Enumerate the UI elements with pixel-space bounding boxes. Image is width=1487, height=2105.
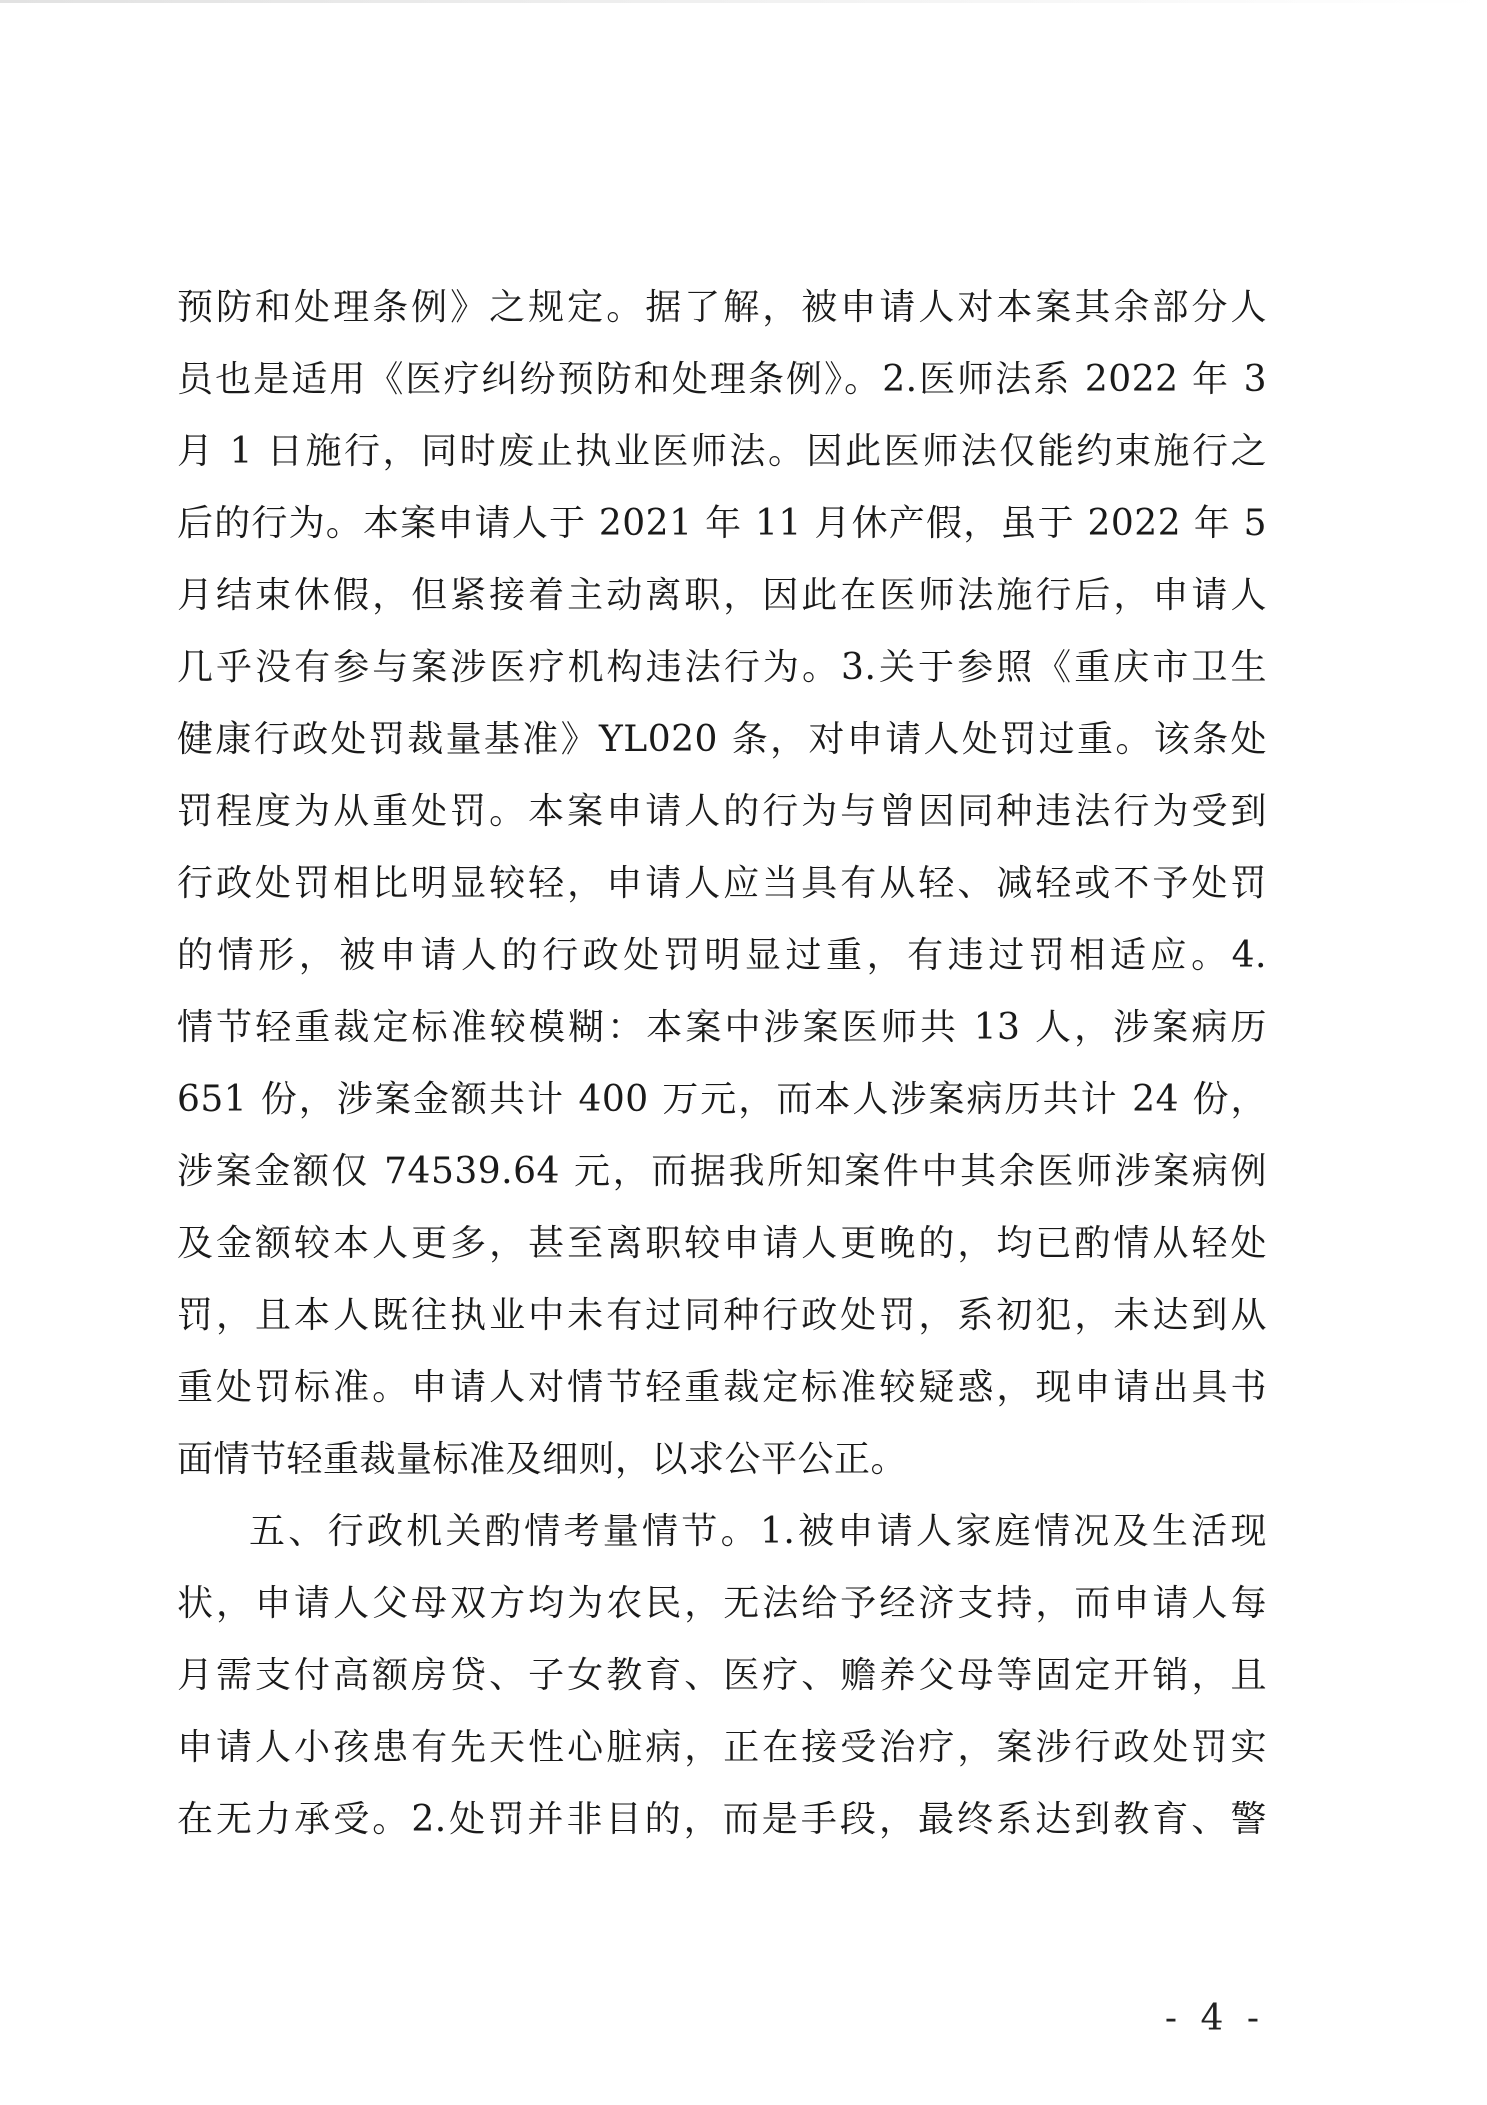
- text-line: 员也是适用《医疗纠纷预防和处理条例》。2.医师法系 2022 年 3: [177, 359, 1267, 400]
- text-line: 后的行为。本案申请人于 2021 年 11 月休产假，虽于 2022 年 5: [177, 503, 1267, 544]
- text-line: 状，申请人父母双方均为农民，无法给予经济支持，而申请人每: [177, 1583, 1267, 1624]
- text-line: 几乎没有参与案涉医疗机构违法行为。3.关于参照《重庆市卫生: [177, 647, 1267, 688]
- text-line: 重处罚标准。申请人对情节轻重裁定标准较疑惑，现申请出具书: [177, 1367, 1267, 1408]
- text-line: 面情节轻重裁量标准及细则，以求公平公正。: [177, 1439, 908, 1480]
- text-line: 罚程度为从重处罚。本案申请人的行为与曾因同种违法行为受到: [177, 791, 1267, 832]
- text-line: 在无力承受。2.处罚并非目的，而是手段，最终系达到教育、警: [177, 1799, 1267, 1840]
- text-line: 情节轻重裁定标准较模糊：本案中涉案医师共 13 人，涉案病历: [177, 1007, 1267, 1048]
- text-line: 申请人小孩患有先天性心脏病，正在接受治疗，案涉行政处罚实: [177, 1727, 1267, 1768]
- text-line: 罚，且本人既往执业中未有过同种行政处罚，系初犯，未达到从: [177, 1295, 1267, 1336]
- text-line: 月结束休假，但紧接着主动离职，因此在医师法施行后，申请人: [177, 575, 1267, 616]
- text-line: 涉案金额仅 74539.64 元，而据我所知案件中其余医师涉案病例: [177, 1151, 1267, 1192]
- text-line: 月 1 日施行，同时废止执业医师法。因此医师法仅能约束施行之: [177, 431, 1267, 472]
- page-top-edge: [0, 0, 1487, 3]
- page-number: - 4 -: [1164, 1998, 1265, 2039]
- paragraph-first-line: 五、行政机关酌情考量情节。1.被申请人家庭情况及生活现: [249, 1511, 1267, 1552]
- text-line: 行政处罚相比明显较轻，申请人应当具有从轻、减轻或不予处罚: [177, 863, 1267, 904]
- text-line: 月需支付高额房贷、子女教育、医疗、赡养父母等固定开销，且: [177, 1655, 1267, 1696]
- text-line: 651 份，涉案金额共计 400 万元，而本人涉案病历共计 24 份，: [177, 1079, 1267, 1120]
- text-line: 健康行政处罚裁量基准》YL020 条，对申请人处罚过重。该条处: [177, 719, 1267, 760]
- text-line: 预防和处理条例》之规定。据了解，被申请人对本案其余部分人: [177, 287, 1267, 328]
- document-body: [177, 272, 1267, 1856]
- text-line: 及金额较本人更多，甚至离职较申请人更晚的，均已酌情从轻处: [177, 1223, 1267, 1264]
- text-line: 的情形，被申请人的行政处罚明显过重，有违过罚相适应。4.: [177, 935, 1267, 976]
